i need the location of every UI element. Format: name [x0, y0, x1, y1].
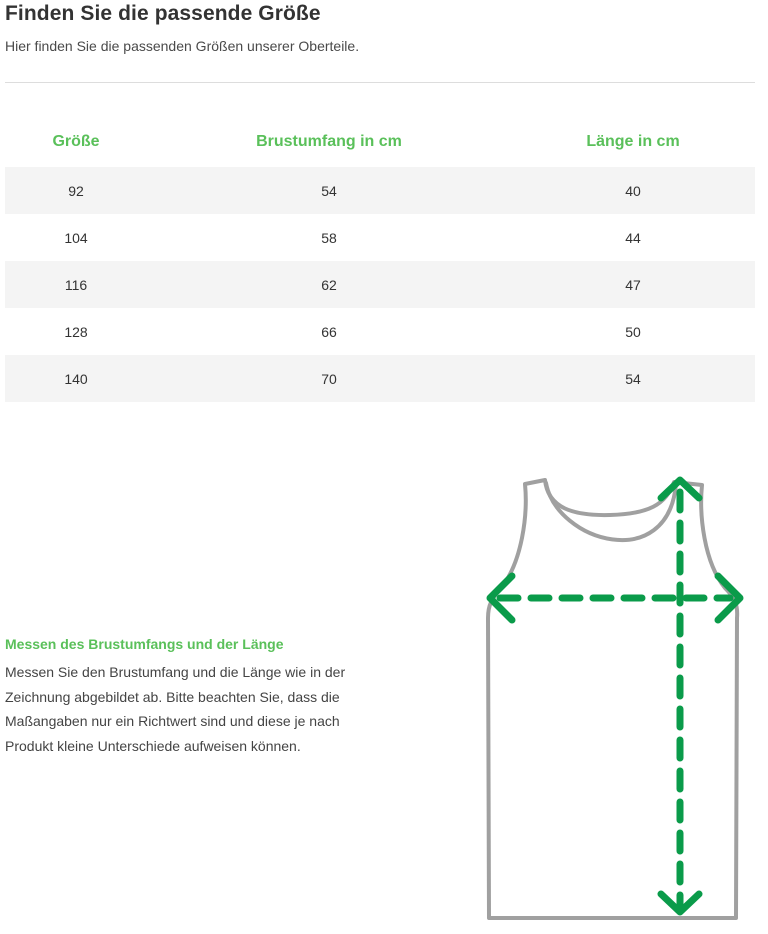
- table-header-row: [5, 117, 755, 167]
- cell-size: 92: [5, 167, 147, 214]
- column-header-length: Länge in cm: [586, 133, 680, 150]
- measure-description: Messen Sie den Brustumfang und die Länge wie in der Zeichnung abgebildet ab. Bitte beachten Sie, dass die Maßangaben nur ein Richtwert sind und diese je nach Produkt kleine Unterschiede aufweisen können.: [5, 664, 346, 754]
- table-row: [5, 308, 755, 355]
- size-table: [5, 117, 755, 402]
- cell-size: 116: [5, 261, 147, 308]
- cell-chest: 58: [321, 229, 337, 246]
- table-row: [5, 214, 755, 261]
- divider: [5, 82, 755, 83]
- tank-top-outline: [488, 480, 737, 918]
- table-row: [5, 261, 755, 308]
- measure-heading: Messen des Brustumfangs und der Länge: [5, 636, 284, 652]
- cell-length: 44: [625, 229, 641, 246]
- cell-chest: 54: [147, 167, 511, 214]
- cell-chest: 66: [321, 323, 337, 340]
- table-row: [5, 355, 755, 402]
- table-row: [5, 167, 755, 214]
- page-title: Finden Sie die passende Größe: [5, 2, 321, 25]
- cell-length: 50: [625, 323, 641, 340]
- cell-chest: 70: [147, 355, 511, 402]
- cell-size: 104: [64, 229, 88, 246]
- cell-length: 47: [511, 261, 755, 308]
- column-header-size: Größe: [52, 133, 100, 150]
- cell-length: 40: [511, 167, 755, 214]
- cell-size: 140: [5, 355, 147, 402]
- measurement-arrows: [490, 480, 740, 912]
- cell-chest: 62: [147, 261, 511, 308]
- cell-length: 54: [511, 355, 755, 402]
- tank-top-measurement-illustration: [478, 470, 748, 925]
- column-header-chest: Brustumfang in cm: [256, 133, 402, 150]
- page-subtitle: Hier finden Sie die passenden Größen unserer Oberteile.: [5, 38, 360, 54]
- cell-size: 128: [64, 323, 88, 340]
